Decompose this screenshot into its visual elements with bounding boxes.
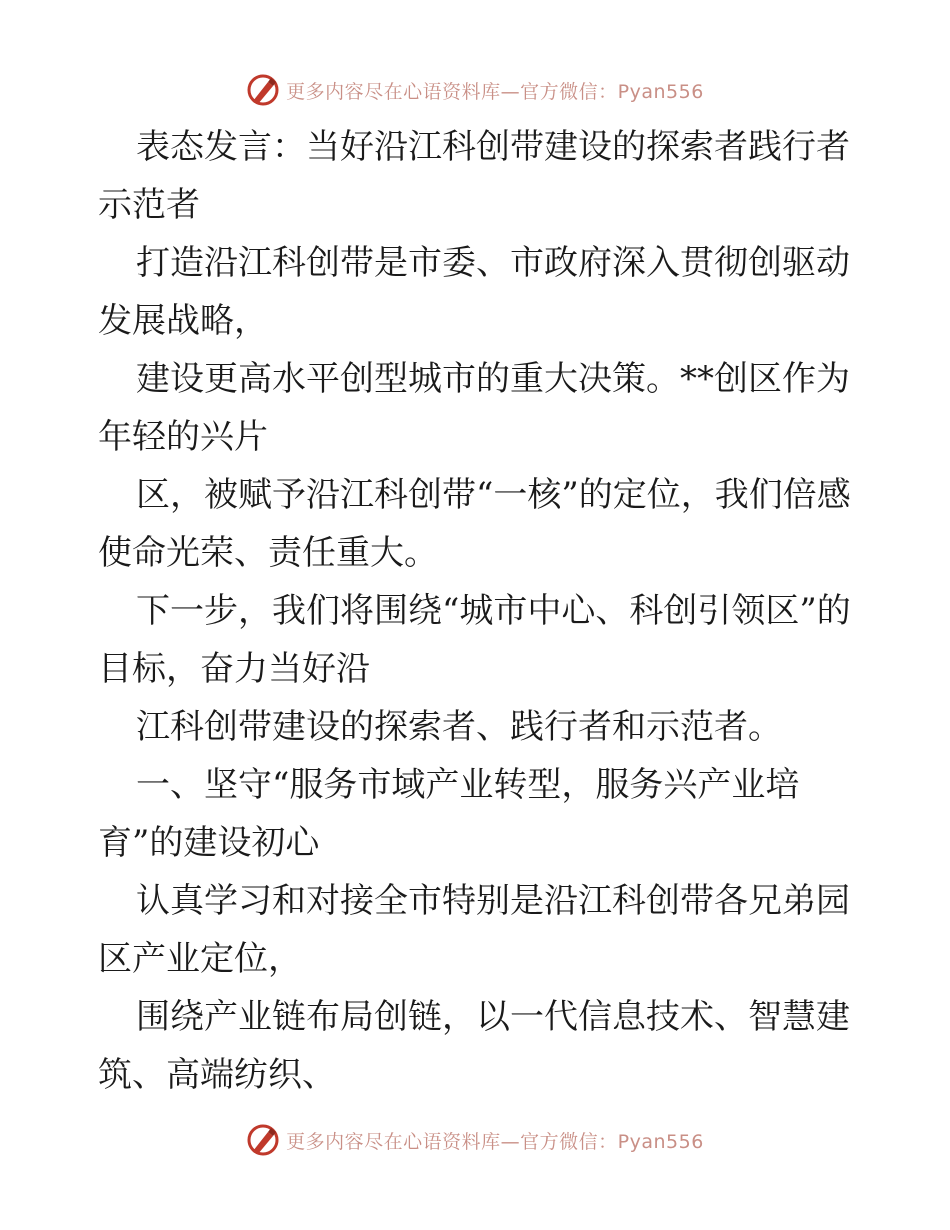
watermark-header — [0, 70, 950, 110]
pen-logo-icon — [246, 1123, 280, 1157]
paragraph: 认真学习和对接全市特别是沿江科创带各兄弟园区产业定位， — [98, 881, 850, 979]
watermark-text: 更多内容尽在心语资料库—官方微信：Pyan556 — [286, 1130, 704, 1153]
watermark-text: 更多内容尽在心语资料库—官方微信：Pyan556 — [286, 80, 704, 103]
document-title: 表态发言：当好沿江科创带建设的探索者践行者示范者 — [98, 127, 850, 225]
paragraph: 下一步，我们将围绕“城市中心、科创引领区”的目标，奋力当好沿 — [98, 591, 851, 689]
paragraph: 区，被赋予沿江科创带“一核”的定位，我们倍感使命光荣、责任重大。 — [98, 475, 851, 573]
paragraph: 建设更高水平创型城市的重大决策。**创区作为年轻的兴片 — [98, 359, 850, 457]
pen-logo-icon — [246, 73, 280, 107]
watermark-footer — [0, 1120, 950, 1160]
document-body — [98, 118, 858, 1104]
section-heading: 一、坚守“服务市域产业转型，服务兴产业培育”的建设初心 — [98, 765, 800, 863]
paragraph: 围绕产业链布局创链，以一代信息技术、智慧建筑、高端纺织、 — [98, 997, 850, 1095]
paragraph: 打造沿江科创带是市委、市政府深入贯彻创驱动发展战略， — [98, 243, 850, 341]
paragraph: 江科创带建设的探索者、践行者和示范者。 — [136, 707, 782, 747]
